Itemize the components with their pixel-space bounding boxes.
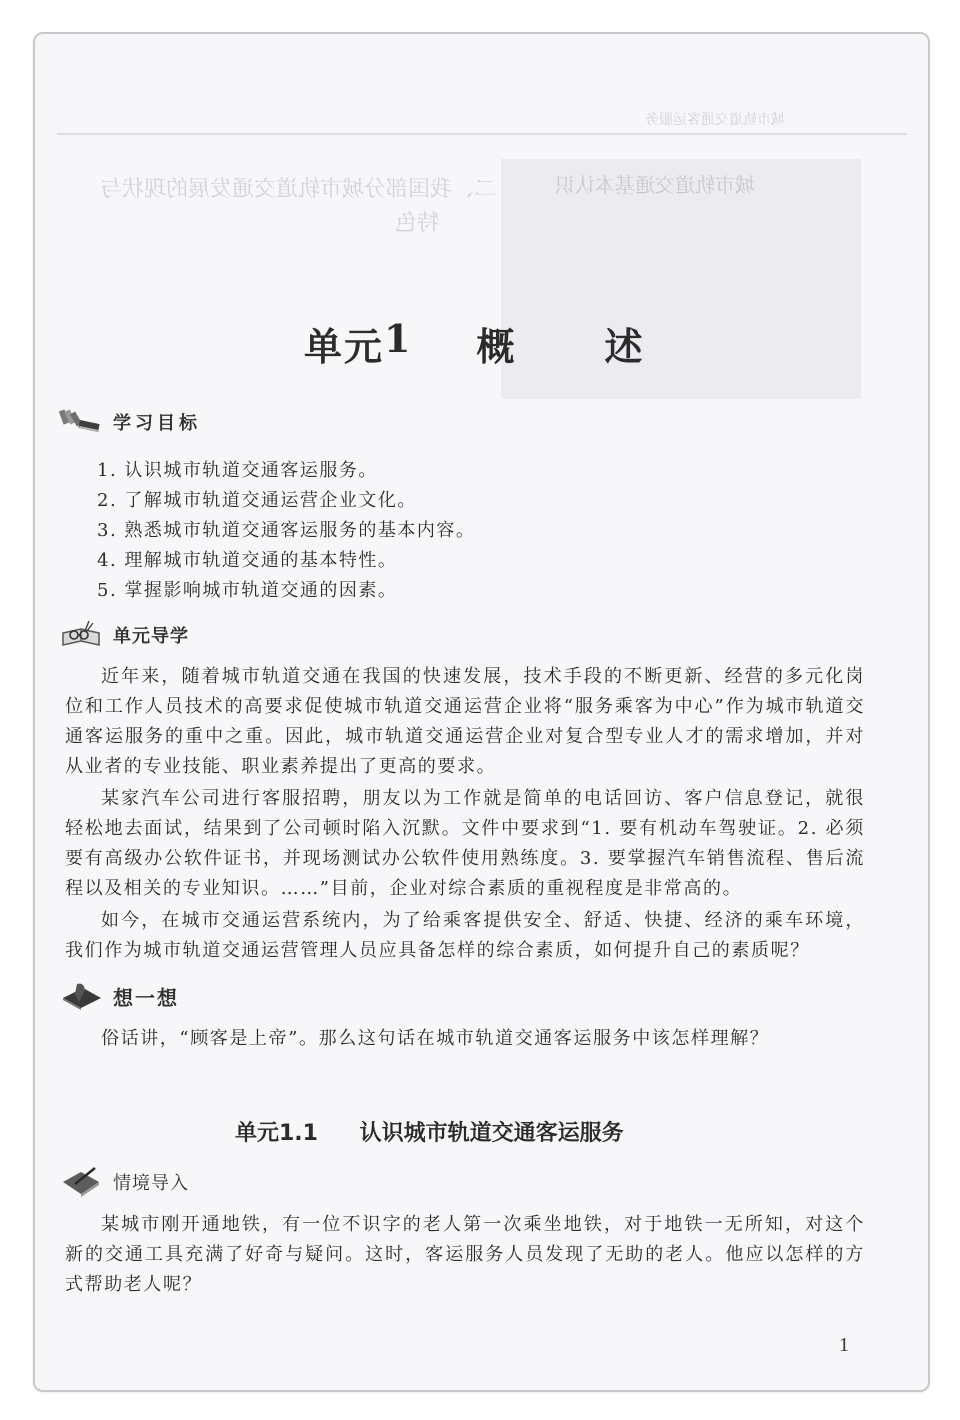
bleed-header-rule: [57, 133, 907, 135]
thinking-book-icon: [59, 980, 105, 1012]
chapter-title-char2: 述: [604, 324, 645, 369]
learning-objectives-heading: [59, 406, 201, 438]
chapter-title-char1: 概: [476, 324, 517, 369]
book-pen-icon: [59, 1166, 105, 1198]
unit-guide-label: 单元导学: [113, 626, 189, 647]
section-title: [235, 1116, 624, 1147]
bleed-header-text: 城市轨道交通客运服务: [645, 112, 785, 128]
bleed-box-title: 城市轨道交通基本认识: [555, 173, 755, 197]
chapter-title: [304, 316, 645, 371]
think-heading: [59, 980, 179, 1012]
objective-item: 1. 认识城市轨道交通客运服务。: [97, 460, 378, 481]
chapter-unit-label: 单元: [304, 324, 385, 369]
think-question: 俗话讲，“顾客是上帝”。那么这句话在城市轨道交通客运服务中该怎样理解？: [101, 1028, 770, 1049]
bleed-heading: 二、我国部分城市轨道交通发展的现状与: [100, 177, 497, 202]
section-number: 单元1.1: [235, 1121, 318, 1146]
think-label: 想一想: [113, 985, 179, 1010]
unit-guide-paragraph-3: 如今，在城市交通运营系统内，为了给乘客提供安全、舒适、快捷、经济的乘车环境，我们作为城市轨道交通运营管理人员应具备怎样的综合素质，如何提升自己的素质呢？: [65, 910, 865, 961]
unit-guide-paragraph-2: 某家汽车公司进行客服招聘，朋友以为工作就是简单的电话回访、客户信息登记，就很轻松地去面试，结果到了公司顿时陷入沉默。文件中要求到“1. 要有机动车驾驶证。2. 必须要有高级办公软件证书，并现场测试办公软件使用熟练度。3. 要掌握汽车销售流程、售后流程以及相关的专业知识。……”目前，企业对综合素质的重视程度是非常高的。: [65, 788, 865, 899]
page-number: 1: [839, 1334, 849, 1356]
scenario-label: 情境导入: [113, 1173, 189, 1194]
objective-item: 2. 了解城市轨道交通运营企业文化。: [97, 490, 417, 511]
learning-objectives-list: [97, 456, 475, 606]
objective-item: 5. 掌握影响城市轨道交通的因素。: [97, 580, 398, 601]
objective-item: 3. 熟悉城市轨道交通客运服务的基本内容。: [97, 520, 476, 541]
bleed-heading-cont: 特色: [395, 211, 440, 236]
chapter-unit-number: 1: [384, 316, 413, 361]
section-title-text: 认识城市轨道交通客运服务: [359, 1121, 624, 1146]
unit-guide-paragraph-1: 近年来，随着城市轨道交通在我国的快速发展，技术手段的不断更新、经营的多元化岗位和工作人员技术的高要求促使城市轨道交通运营企业将“服务乘客为中心”作为城市轨道交通客运服务的重中之重。因此，城市轨道交通运营企业对复合型专业人才的需求增加，并对从业者的专业技能、职业素养提出了更高的要求。: [65, 666, 865, 777]
book-page: [33, 32, 930, 1392]
objective-item: 4. 理解城市轨道交通的基本特性。: [97, 550, 398, 571]
open-book-glasses-icon: [59, 619, 105, 651]
scenario-text: 某城市刚开通地铁，有一位不识字的老人第一次乘坐地铁，对于地铁一无所知，对这个新的交通工具充满了好奇与疑问。这时，客运服务人员发现了无助的老人。他应以怎样的方式帮助老人呢？: [65, 1214, 865, 1295]
unit-guide-heading: [59, 619, 189, 651]
learning-objectives-label: 学习目标: [113, 413, 201, 434]
books-icon: [59, 406, 105, 438]
scenario-heading: [59, 1166, 189, 1198]
